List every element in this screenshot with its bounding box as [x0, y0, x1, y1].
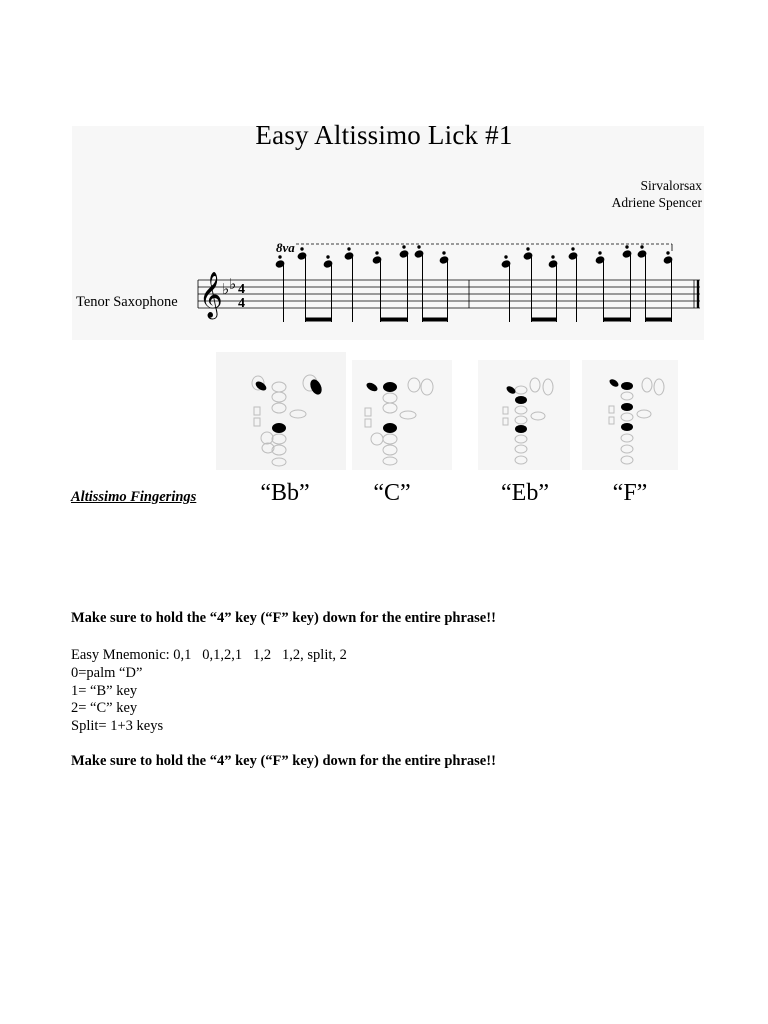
legend-item: 0=palm “D” — [71, 665, 143, 681]
note-beam — [604, 318, 631, 321]
legend-item: Split= 1+3 keys — [71, 718, 164, 734]
note-beam — [381, 318, 408, 321]
staccato-dot — [403, 246, 405, 248]
legend-item: 1= “B” key — [71, 683, 138, 699]
fingerings-heading: Altissimo Fingerings — [71, 489, 197, 505]
reminder-top: Make sure to hold the “4” key (“F” key) down for the entire phrase!! — [71, 610, 496, 626]
composer-2: Adriene Spencer — [611, 195, 702, 210]
staccato-dot — [572, 248, 574, 250]
staccato-dot — [327, 256, 329, 258]
staccato-dot — [527, 248, 529, 250]
fingering-chart-eb — [478, 360, 570, 470]
staccato-dot — [641, 246, 643, 248]
treble-clef: 𝄞 — [199, 272, 223, 318]
staccato-dot — [418, 246, 420, 248]
time-sig-top: 4 — [238, 282, 245, 297]
fingering-chart-bb — [216, 352, 346, 470]
fingering-label-f: “F” — [612, 480, 648, 506]
staccato-dot — [505, 256, 507, 258]
staccato-dot — [552, 256, 554, 258]
note-beam — [646, 318, 672, 321]
staccato-dot — [667, 252, 669, 254]
composer-1: Sirvalorsax — [640, 178, 702, 193]
ottava-mark: 8va — [276, 240, 295, 255]
fingering-label-bb: “Bb” — [260, 480, 310, 506]
fingering-chart-c — [352, 360, 452, 470]
music-staff — [196, 236, 706, 322]
svg-text:♭: ♭ — [229, 275, 237, 293]
note-beam — [532, 318, 557, 321]
fingering-label-eb: “Eb” — [501, 480, 549, 506]
note-beam — [423, 318, 448, 321]
fingering-chart-f — [582, 360, 678, 470]
score-title: Easy Altissimo Lick #1 — [255, 120, 513, 150]
staccato-dot — [279, 256, 281, 258]
instrument-name: Tenor Saxophone — [76, 294, 178, 310]
mnemonic-line: Easy Mnemonic: 0,1 0,1,2,1 1,2 1,2, split, 2 — [71, 647, 347, 663]
time-sig-bottom: 4 — [238, 296, 245, 311]
reminder-bottom: Make sure to hold the “4” key (“F” key) down for the entire phrase!! — [71, 753, 496, 769]
staccato-dot — [301, 248, 303, 250]
fingering-label-c: “C” — [373, 480, 411, 506]
staccato-dot — [348, 248, 350, 250]
staccato-dot — [599, 252, 601, 254]
staccato-dot — [443, 252, 445, 254]
legend-item: 2= “C” key — [71, 700, 138, 716]
staccato-dot — [626, 246, 628, 248]
note-beam — [306, 318, 332, 321]
svg-text:♭: ♭ — [222, 280, 230, 298]
staccato-dot — [376, 252, 378, 254]
